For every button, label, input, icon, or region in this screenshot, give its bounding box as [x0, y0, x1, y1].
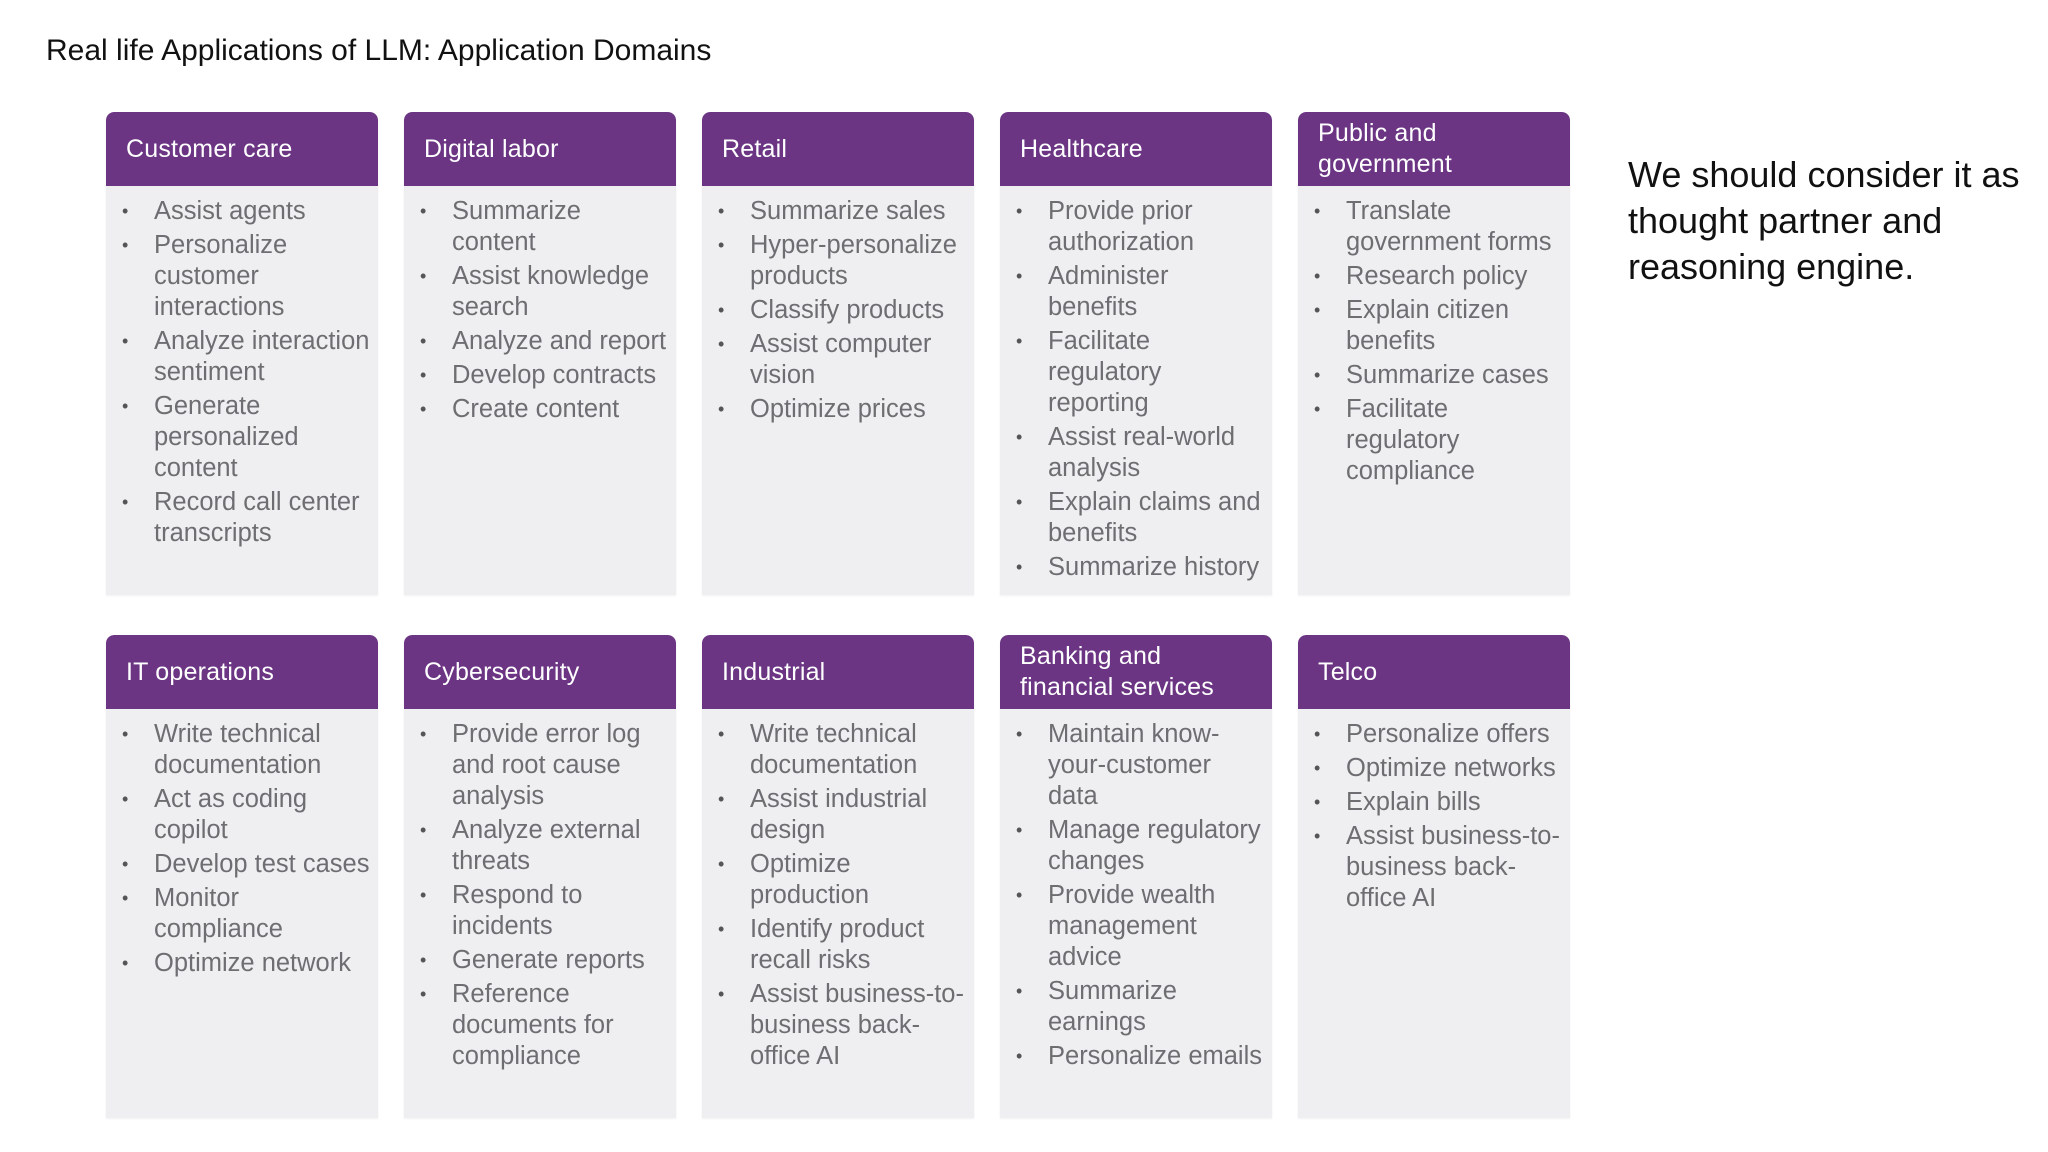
list-item-text: Analyze and report [452, 327, 667, 355]
list-item-text: Assist real-world analysis [1048, 423, 1236, 482]
list-item-text: Write technical documentation [750, 720, 918, 779]
list-item [1312, 787, 1562, 818]
list-item [120, 326, 370, 388]
bullet-icon: • [122, 396, 129, 416]
domain-card-it-operations [106, 635, 378, 1118]
list-item-text: Assist computer vision [750, 330, 932, 389]
card-header [1000, 635, 1272, 709]
card-item-list [106, 186, 378, 549]
card-title: Telco [1318, 657, 1378, 686]
list-item-text: Summarize history [1048, 553, 1260, 581]
bullet-icon: • [420, 331, 427, 351]
card-header [106, 635, 378, 709]
list-item-text: Maintain know-your-customer data [1048, 720, 1220, 810]
list-item [120, 948, 370, 979]
card-title: Retail [722, 134, 788, 163]
bullet-icon: • [1016, 885, 1023, 905]
bullet-icon: • [420, 950, 427, 970]
list-item [716, 979, 966, 1072]
list-item [716, 329, 966, 391]
bullet-icon: • [1314, 399, 1321, 419]
list-item [418, 815, 668, 877]
card-title: IT operations [126, 657, 275, 686]
list-item [1014, 976, 1264, 1038]
list-item-text: Explain claims and benefits [1048, 488, 1261, 547]
list-item-text: Hyper-personalize products [750, 231, 957, 290]
card-title: Banking and financial services [1020, 642, 1214, 701]
list-item-text: Administer benefits [1048, 262, 1169, 321]
list-item [1014, 1041, 1264, 1072]
list-item [716, 914, 966, 976]
list-item [716, 196, 966, 227]
list-item [1014, 719, 1264, 812]
list-item [418, 945, 668, 976]
list-item-text: Personalize customer interactions [154, 231, 288, 321]
domain-grid [106, 112, 1572, 1118]
bullet-icon: • [1314, 201, 1321, 221]
domain-card-digital-labor [404, 112, 676, 595]
bullet-icon: • [718, 984, 725, 1004]
bullet-icon: • [122, 201, 129, 221]
list-item [1014, 261, 1264, 323]
card-title: Customer care [126, 134, 293, 163]
bullet-icon: • [1016, 820, 1023, 840]
side-note: We should consider it as thought partner and reasoning engine. [1628, 154, 2020, 287]
list-item-text: Reference documents for compliance [452, 980, 614, 1070]
list-item-text: Act as coding copilot [154, 785, 308, 844]
list-item-text: Optimize production [750, 850, 870, 909]
list-item [1014, 487, 1264, 549]
card-item-list [702, 186, 974, 425]
list-item [120, 487, 370, 549]
list-item [418, 719, 668, 812]
domain-card-industrial [702, 635, 974, 1118]
list-item-text: Write technical documentation [154, 720, 322, 779]
domain-card-cybersecurity [404, 635, 676, 1118]
bullet-icon: • [420, 365, 427, 385]
list-item-text: Identify product recall risks [750, 915, 925, 974]
bullet-icon: • [718, 201, 725, 221]
card-header [404, 112, 676, 186]
list-item [418, 360, 668, 391]
bullet-icon: • [122, 724, 129, 744]
list-item-text: Optimize network [154, 949, 351, 977]
list-item [120, 784, 370, 846]
list-item-text: Facilitate regulatory reporting [1048, 327, 1162, 417]
card-item-list [404, 186, 676, 425]
bullet-icon: • [1016, 492, 1023, 512]
list-item-text: Record call center transcripts [154, 488, 360, 547]
card-header [1298, 635, 1570, 709]
card-title: Industrial [722, 657, 826, 686]
domain-card-customer-care [106, 112, 378, 595]
list-item-text: Create content [452, 395, 620, 423]
card-title: Digital labor [424, 134, 559, 163]
list-item [1312, 360, 1562, 391]
bullet-icon: • [1314, 758, 1321, 778]
list-item [120, 391, 370, 484]
bullet-icon: • [718, 399, 725, 419]
list-item [1014, 552, 1264, 583]
list-item-text: Translate government forms [1346, 197, 1552, 256]
list-item [120, 883, 370, 945]
list-item-text: Assist business-to-business back-office AI [1346, 822, 1560, 912]
bullet-icon: • [1016, 201, 1023, 221]
bullet-icon: • [122, 888, 129, 908]
bullet-icon: • [1314, 266, 1321, 286]
card-title: Cybersecurity [424, 657, 580, 686]
bullet-icon: • [420, 201, 427, 221]
bullet-icon: • [122, 492, 129, 512]
domain-card-healthcare [1000, 112, 1272, 595]
slide-title: Real life Applications of LLM: Application Domains [46, 34, 712, 67]
card-item-list [1298, 186, 1570, 487]
list-item [1312, 719, 1562, 750]
card-title: Public and government [1318, 119, 1453, 178]
card-header [106, 112, 378, 186]
bullet-icon: • [420, 820, 427, 840]
list-item-text: Develop contracts [452, 361, 657, 389]
list-item [418, 394, 668, 425]
list-item [1014, 326, 1264, 419]
bullet-icon: • [1314, 826, 1321, 846]
bullet-icon: • [718, 854, 725, 874]
list-item [418, 880, 668, 942]
domain-card-public-government [1298, 112, 1570, 595]
list-item-text: Assist agents [154, 197, 306, 225]
list-item [1312, 196, 1562, 258]
bullet-icon: • [420, 266, 427, 286]
list-item-text: Monitor compliance [154, 884, 283, 943]
list-item-text: Assist industrial design [750, 785, 928, 844]
list-item [716, 849, 966, 911]
list-item [716, 719, 966, 781]
list-item [716, 295, 966, 326]
bullet-icon: • [718, 300, 725, 320]
list-item-text: Assist knowledge search [452, 262, 650, 321]
card-item-list [1000, 709, 1272, 1072]
list-item [120, 230, 370, 323]
bullet-icon: • [420, 724, 427, 744]
bullet-icon: • [1016, 266, 1023, 286]
list-item [120, 719, 370, 781]
list-item [1312, 821, 1562, 914]
card-title: Healthcare [1020, 134, 1143, 163]
card-item-list [702, 709, 974, 1072]
list-item [1014, 196, 1264, 258]
card-header [702, 635, 974, 709]
card-item-list [106, 709, 378, 979]
list-item-text: Summarize content [452, 197, 581, 256]
card-header [1000, 112, 1272, 186]
list-item-text: Manage regulatory changes [1048, 816, 1261, 875]
bullet-icon: • [122, 854, 129, 874]
list-item-text: Personalize emails [1048, 1042, 1263, 1070]
bullet-icon: • [1016, 557, 1023, 577]
domain-card-telco [1298, 635, 1570, 1118]
list-item [1014, 815, 1264, 877]
list-item [1312, 261, 1562, 292]
card-header [1298, 112, 1570, 186]
list-item-text: Optimize networks [1346, 754, 1556, 782]
bullet-icon: • [718, 724, 725, 744]
bullet-icon: • [1314, 724, 1321, 744]
list-item-text: Respond to incidents [452, 881, 583, 940]
card-header [404, 635, 676, 709]
bullet-icon: • [1314, 300, 1321, 320]
list-item [418, 326, 668, 357]
list-item-text: Personalize offers [1346, 720, 1550, 748]
list-item [120, 196, 370, 227]
list-item [418, 261, 668, 323]
list-item-text: Summarize earnings [1048, 977, 1177, 1036]
list-item-text: Optimize prices [750, 395, 926, 423]
list-item-text: Explain citizen benefits [1346, 296, 1509, 355]
bullet-icon: • [1016, 981, 1023, 1001]
list-item [1312, 394, 1562, 487]
bullet-icon: • [718, 919, 725, 939]
list-item-text: Provide wealth management advice [1048, 881, 1216, 971]
card-header [702, 112, 974, 186]
bullet-icon: • [718, 789, 725, 809]
card-item-list [1298, 709, 1570, 914]
list-item-text: Facilitate regulatory compliance [1346, 395, 1475, 485]
list-item [716, 784, 966, 846]
list-item-text: Develop test cases [154, 850, 370, 878]
bullet-icon: • [420, 885, 427, 905]
list-item [418, 196, 668, 258]
bullet-icon: • [122, 331, 129, 351]
card-item-list [1000, 186, 1272, 583]
list-item [1312, 295, 1562, 357]
list-item [1312, 753, 1562, 784]
list-item [120, 849, 370, 880]
bullet-icon: • [420, 984, 427, 1004]
domain-card-retail [702, 112, 974, 595]
list-item-text: Explain bills [1346, 788, 1481, 816]
list-item-text: Generate personalized content [154, 392, 299, 482]
bullet-icon: • [1016, 724, 1023, 744]
bullet-icon: • [1016, 331, 1023, 351]
list-item-text: Provide prior authorization [1048, 197, 1195, 256]
bullet-icon: • [1314, 792, 1321, 812]
bullet-icon: • [1016, 1046, 1023, 1066]
list-item [1014, 422, 1264, 484]
list-item-text: Research policy [1346, 262, 1528, 290]
bullet-icon: • [122, 953, 129, 973]
list-item [716, 394, 966, 425]
list-item-text: Assist business-to-business back-office AI [750, 980, 964, 1070]
bullet-icon: • [718, 334, 725, 354]
list-item-text: Analyze interaction sentiment [154, 327, 370, 386]
list-item-text: Generate reports [452, 946, 645, 974]
bullet-icon: • [1016, 427, 1023, 447]
card-item-list [404, 709, 676, 1072]
list-item-text: Summarize sales [750, 197, 946, 225]
domain-card-banking-financial [1000, 635, 1272, 1118]
list-item-text: Provide error log and root cause analysis [452, 720, 641, 810]
bullet-icon: • [122, 789, 129, 809]
list-item-text: Classify products [750, 296, 945, 324]
bullet-icon: • [718, 235, 725, 255]
list-item [716, 230, 966, 292]
bullet-icon: • [122, 235, 129, 255]
list-item-text: Summarize cases [1346, 361, 1549, 389]
list-item [418, 979, 668, 1072]
bullet-icon: • [420, 399, 427, 419]
list-item-text: Analyze external threats [452, 816, 641, 875]
bullet-icon: • [1314, 365, 1321, 385]
list-item [1014, 880, 1264, 973]
